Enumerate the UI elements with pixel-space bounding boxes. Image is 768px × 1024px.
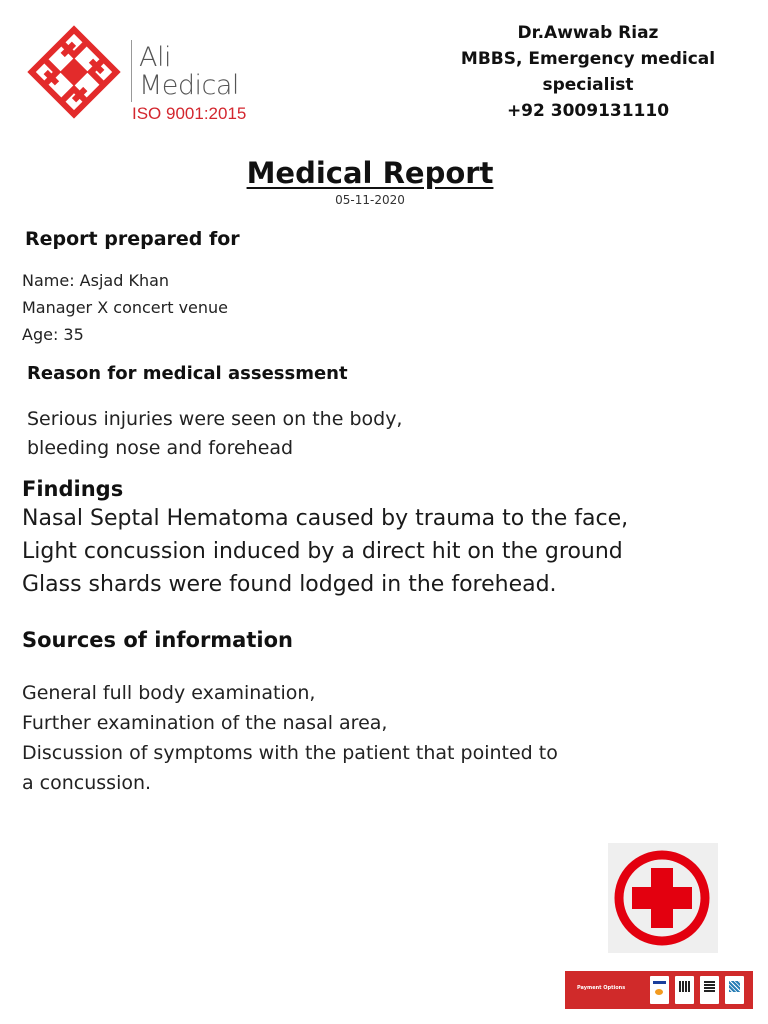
doctor-phone: +92 3009131110: [506, 101, 670, 121]
prepared-for-heading: Report prepared for: [25, 228, 240, 250]
report-date: 05-11-2020: [335, 193, 405, 207]
reason-line: bleeding nose and forehead: [27, 437, 294, 459]
report-title: Medical Report: [246, 156, 494, 190]
sources-line: Further examination of the nasal area,: [22, 712, 388, 734]
patient-name: Name: Asjad Khan: [22, 271, 170, 290]
sources-line: Discussion of symptoms with the patient that pointed to: [22, 742, 558, 764]
sources-line: a concussion.: [22, 772, 152, 794]
doctor-title-line1: MBBS, Emergency medical: [460, 49, 716, 69]
qr-code-icon: [675, 976, 694, 1004]
reason-line: Serious injuries were seen on the body,: [27, 408, 403, 430]
qr-code-icon: [700, 976, 719, 1004]
doctor-name: Dr.Awwab Riaz: [517, 23, 659, 43]
patient-age: Age: 35: [22, 325, 84, 344]
logo-divider: [131, 40, 132, 102]
patient-role: Manager X concert venue: [22, 298, 229, 317]
logo-iso-certification: ISO 9001:2015: [132, 104, 247, 123]
findings-heading: Findings: [22, 477, 124, 501]
sources-line: General full body examination,: [22, 682, 316, 704]
ali-medical-logo-icon: [20, 22, 128, 122]
doctor-title-line2: specialist: [542, 75, 634, 95]
sources-heading: Sources of information: [22, 628, 293, 652]
logo-text-ali: Ali: [139, 42, 171, 73]
findings-line: Light concussion induced by a direct hit on the ground: [22, 539, 623, 564]
payment-options-banner[interactable]: [565, 971, 753, 1009]
logo-text-medical: Medical: [139, 70, 239, 101]
findings-line: Glass shards were found lodged in the forehead.: [22, 572, 557, 597]
payment-options-label: Payment Options: [577, 985, 626, 991]
reason-heading: Reason for medical assessment: [27, 363, 348, 384]
patient-info: [22, 267, 228, 348]
red-cross-panel: [608, 843, 718, 953]
red-cross-icon: [608, 843, 718, 953]
doctor-info: [450, 20, 726, 124]
reason-text: [27, 405, 402, 463]
qr-code-icon: [725, 976, 744, 1004]
findings-line: Nasal Septal Hematoma caused by trauma to the face,: [22, 506, 629, 531]
visa-card-icon: [650, 976, 669, 1004]
findings-text: [22, 502, 628, 601]
sources-text: [22, 678, 558, 798]
